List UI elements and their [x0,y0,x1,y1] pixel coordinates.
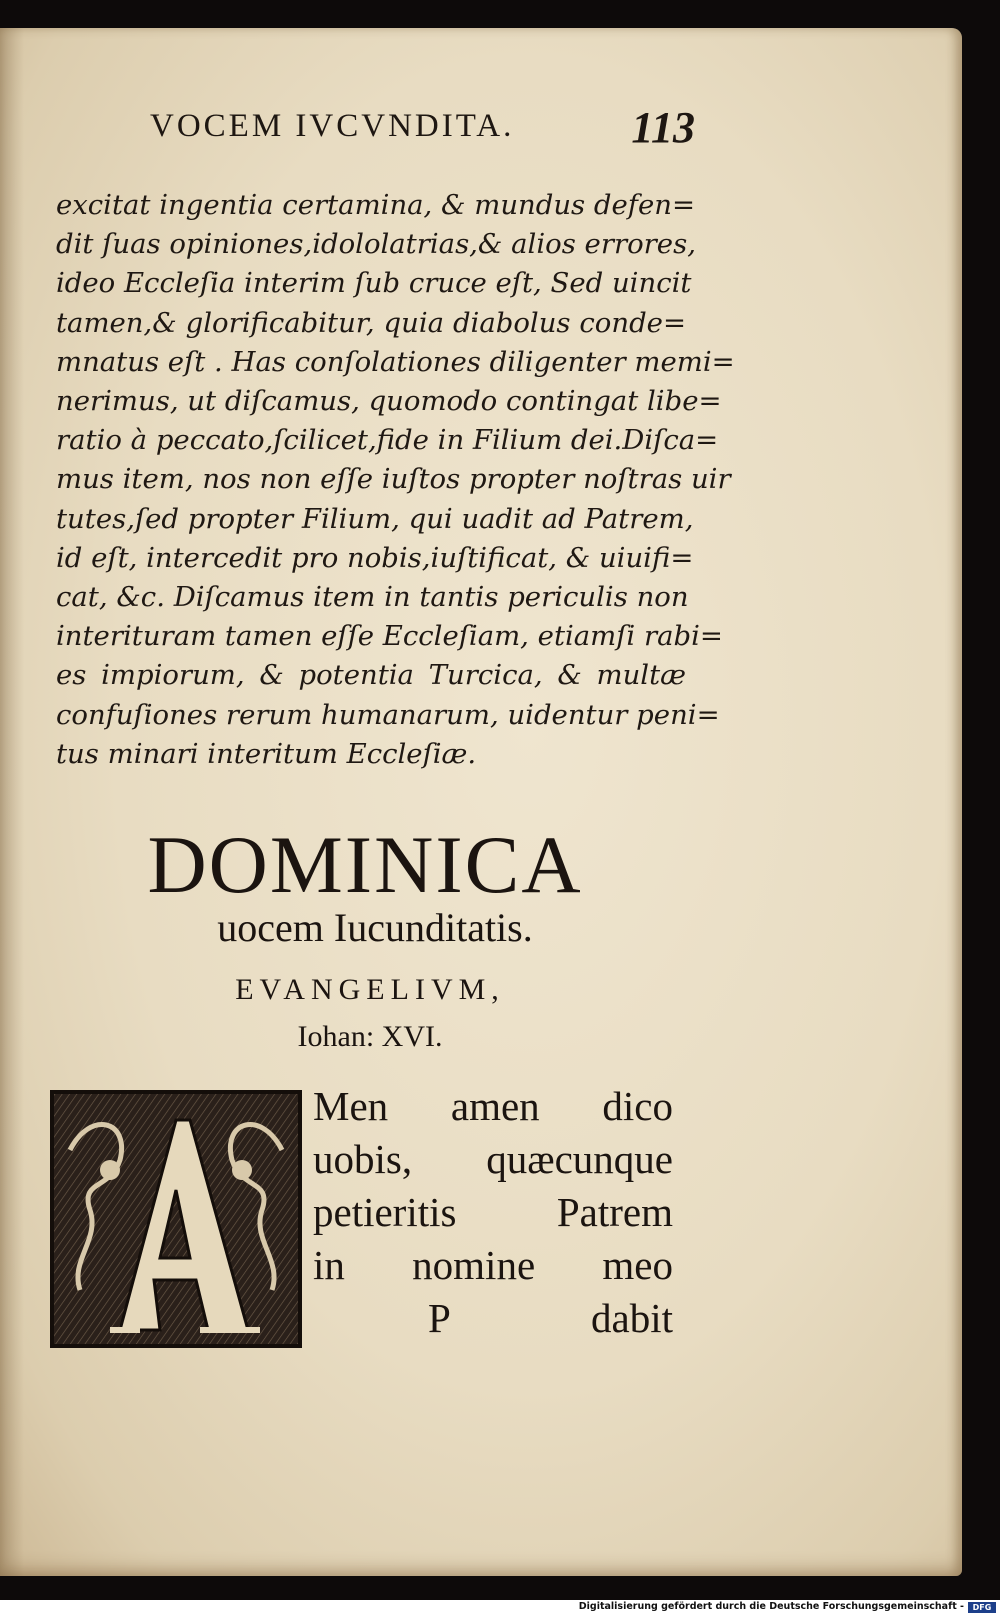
text-line: mus item, nos non eſſe iuſtos propter noſtras uir [56,463,731,496]
text-line: petieritis Patrem [313,1189,673,1235]
body-paragraph [56,186,735,774]
text-line: es impiorum, & potentia Turcica, & multæ [56,659,686,692]
page-gutter-shadow [0,28,24,1576]
section-subtitle: uocem Iucunditatis. [217,905,533,950]
text-line: excitat ingentia certamina, & mundus defen= [56,189,695,221]
running-head [150,104,695,150]
running-title: VOCEM IVCVNDITA. [150,108,515,144]
section-title: DOMINICA [147,819,583,910]
text-line: confuſiones rerum humanarum, uidentur peni= [56,698,720,731]
decorated-initial [50,1090,302,1348]
text-line: in nomine meo [313,1242,673,1288]
text-line: interituram tamen eſſe Eccleſiam, etiamſi rabi= [56,620,723,653]
text-line: cat, &c. Diſcamus item in tantis periculis non [56,581,689,614]
text-line: mnatus eſt . Has conſolationes diligenter memi= [56,345,735,378]
signature-catchword-line [313,1292,673,1345]
text-line: ideo Eccleſia interim ſub cruce eſt, Sed uincit [56,267,692,300]
text-line: dit ſuas opiniones,idololatrias,& alios errores, [56,228,696,261]
text-line: tutes,ſed propter Filium, qui uadit ad Patrem, [56,502,694,535]
text-line: uobis, quæcunque [313,1136,673,1182]
page-number: 113 [631,103,695,152]
text-line: id eſt, intercedit pro nobis,iuſtificat, & uiuifi= [56,541,694,574]
gospel-reference: Iohan: XVI. [297,1020,443,1053]
text-line: Men amen dico [313,1083,673,1129]
text-line: tamen,& glorificabitur, quia diabolus conde= [56,306,686,339]
text-line: tus minari interitum Eccleſiæ. [56,737,477,770]
text-line: nerimus, ut diſcamus, quomodo contingat libe= [56,385,722,418]
book-page [0,28,962,1576]
text-line: ratio à peccato,ſcilicet,fide in Filium dei.Diſca= [56,424,719,457]
dfg-logo: DFG [968,1602,996,1613]
footer-credit: Digitalisierung gefördert durch die Deutsche Forschungsgemeinschaft - [578,1601,964,1612]
gospel-text [313,1080,673,1345]
gospel-heading: EVANGELIVM, [235,973,505,1006]
signature-mark: P [428,1295,451,1341]
catchword: dabit [591,1295,673,1341]
